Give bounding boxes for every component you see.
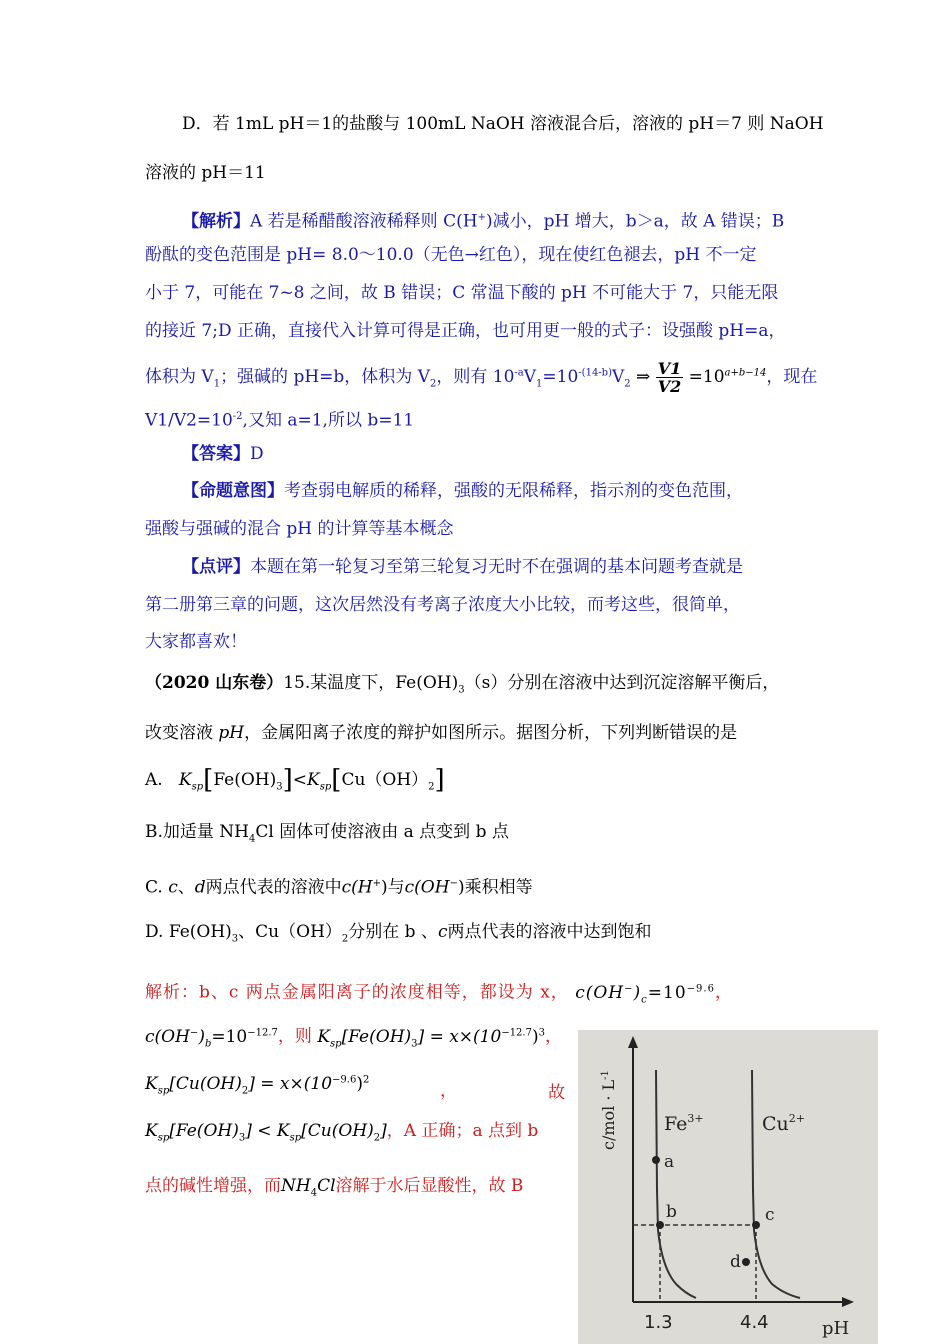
comment-line3: 大家都喜欢！ [145,632,247,652]
solution-comma-3: ， [440,1081,457,1101]
tick-4-4: 4.4 [740,1312,769,1333]
q15-option-a: A. $K_{sp}[Fe(OH)_3]<K_{sp}[Cu(OH)_2]$ [145,765,445,795]
x-axis-label: pH [822,1318,850,1339]
intent-line2: 强酸与强碱的混合 pH 的计算等基本概念 [145,519,454,539]
option-d-line2: 溶液的 pH＝11 [145,163,266,183]
cu-ion-label: $Cu^{2+}$ [762,1112,805,1135]
y-axis-arrow [628,1036,638,1048]
analysis-line5: 体积为 $V_1$；强碱的 pH=b，体积为 $V_2$，则有 $10^{-a}V_1=10^{-(14-b)}V_2$ ⇒ $\frac{V1}{V2}$ $=10^{a+b-14}$，现在 [145,359,818,396]
analysis-line3: 小于 7，可能在 7~8 之间，故 B 错误；C 常温下酸的 pH 不可能大于 7，只能无限 [145,283,779,303]
intent-line1: 【命题意图】考查弱电解质的稀释，强酸的无限稀释，指示剂的变色范围， [182,481,743,501]
concentration-ph-figure [578,1030,878,1344]
solution-gu: 故 [548,1083,565,1103]
point-d-label: d [730,1252,741,1272]
analysis-tag: 【解析】 [182,211,250,232]
tick-1-3: 1.3 [644,1312,673,1333]
x-axis-arrow [842,1297,854,1307]
point-d-dot [742,1258,750,1266]
answer-line: 【答案】D [182,444,264,464]
q15-source: （2020 山东卷） [145,673,284,693]
solution-line3: $K_{sp}[Cu(OH)_2] = x\times(10^{-9.6})^2$ [145,1073,370,1097]
point-a-dot [652,1156,660,1164]
analysis-line4: 的接近 7;D 正确，直接代入计算可得是正确，也可用更一般的式子：设强酸 pH=a， [145,321,786,341]
analysis-line6: $V1/V2=10^{-2}$,又知 a=1,所以 b=11 [145,410,415,431]
analysis-line2: 酚酞的变色范围是 pH= 8.0～10.0（无色→红色），现在使红色褪去，pH 不一定 [145,245,757,265]
q15-line1: （2020 山东卷）15.某温度下，$Fe(OH)_3(s)$分别在溶液中达到沉淀溶解平衡后， [145,673,780,696]
comment-line2: 第二册第三章的问题，这次居然没有考离子浓度大小比较，而考这些，很简单， [145,595,740,615]
analysis-line1: 【解析】A 若是稀醋酸溶液稀释则 C(H+)减小，pH 增大，b＞a，故 A 错误；B [182,211,785,232]
solution-line1: 解析：b、c 两点金属阳离子的浓度相等，都设为 x， $c(OH^-)_c=10^{-9.6}$， [145,982,733,1006]
point-b-label: b [666,1202,677,1222]
volume-ratio-fraction: $\frac{V1}{V2}$ [657,359,682,396]
fe-curve [656,1070,696,1298]
q15-option-b: B.加适量 $NH_4Cl$ 固体可使溶液由 a 点变到 b 点 [145,822,509,845]
y-axis-label: $c/mol \cdot L^{-1}$ [599,1070,618,1150]
cu-curve [752,1070,800,1298]
implies-arrow: ⇒ [636,367,651,387]
q15-line2: 改变溶液 pH，金属阳离子浓度的辩护如图所示。据图分析，下列判断错误的是 [145,723,738,743]
point-c-dot [752,1221,760,1229]
solution-line2: $c(OH^-)_b=10^{-12.7}$，则 $K_{sp}[Fe(OH)_3] = x\times(10^{-12.7})^3$， [145,1026,562,1050]
solution-line4: $K_{sp}[Fe(OH)_3] < K_{sp}[Cu(OH)_2]$，A 正确；a 点到 b [145,1121,539,1144]
comment-line1: 【点评】本题在第一轮复习至第三轮复习无时不在强调的基本问题考查就是 [182,557,743,577]
fe-ion-label: $Fe^{3+}$ [664,1112,704,1135]
option-d-line1: D．若 1mL pH＝1的盐酸与 100mL NaOH 溶液混合后，溶液的 pH＝7 则 NaOH [182,114,824,134]
q15-option-c: C. c、d两点代表的溶液中c(H+)与c(OH−)乘积相等 [145,877,533,898]
figure-svg [578,1030,878,1344]
solution-line5: 点的碱性增强，而$NH_4Cl$溶解于水后显酸性，故 B [145,1176,524,1199]
q15-option-d: D. $Fe(OH)_3$、$Cu(OH)_2$分别在 b 、c两点代表的溶液中达到饱和 [145,922,652,945]
point-b-dot [656,1221,664,1229]
point-c-label: c [765,1205,775,1225]
point-a-label: a [664,1152,675,1172]
